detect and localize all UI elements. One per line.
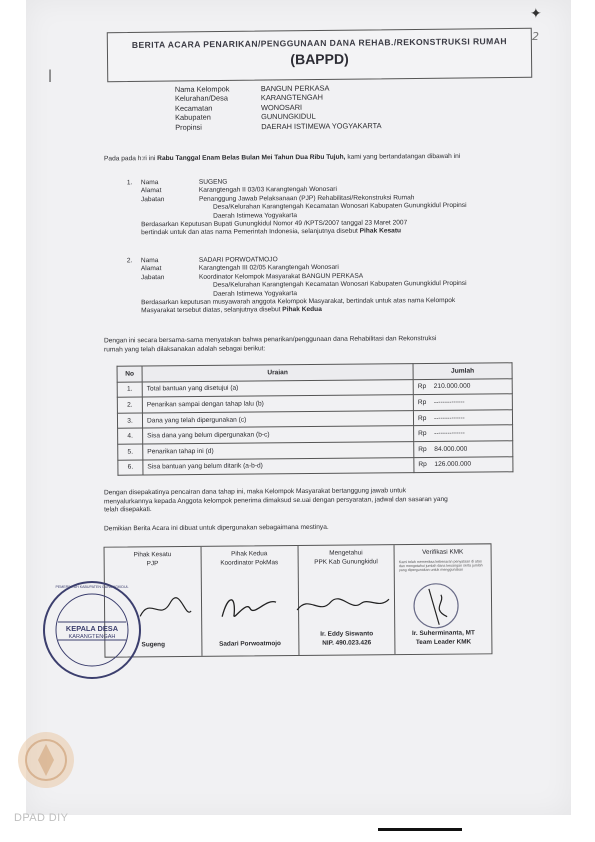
signature-scribble xyxy=(216,586,286,627)
fund-table xyxy=(117,362,514,476)
document-title-box xyxy=(107,28,533,82)
stamp-subtitle: KARANGTENGAH xyxy=(68,634,116,640)
intro-suffix: kami yang bertandatangan dibawah ini xyxy=(347,152,461,161)
signer-name: Ir. Suherminanta, MT xyxy=(411,629,475,638)
signer-name: Sadari Porwoatmojo xyxy=(219,639,281,648)
header-no: No xyxy=(117,366,142,382)
identity-row: Nama Kelompok BANGUN PERKASA xyxy=(174,83,330,94)
archive-watermark: DPAD DIY xyxy=(14,812,69,824)
signer-title: Team Leader KMK xyxy=(415,637,472,646)
table-row: 4. Sisa dana yang belum dipergunakan (b-c) Rp -------------- xyxy=(118,425,513,444)
margin-note: 2 xyxy=(532,30,539,43)
identity-block xyxy=(175,83,382,132)
signature-table xyxy=(104,543,493,657)
signer-name: Sugeng xyxy=(141,640,166,648)
header-uraian: Uraian xyxy=(142,364,413,382)
signer-name: Ir. Eddy Siswanto xyxy=(320,630,374,638)
signer-nip: NIP. 490.023.426 xyxy=(322,638,372,647)
signature-kmk: Verifikasi KMK Kami telah memeriksa kebenaran penyataan di atas dan mengetahui jumlah dana keuangan serta jumlah yang dipergunakan untuk menggunakan Ir. Suherminanta, MT Team Leader KMK xyxy=(395,544,492,654)
identity-row: Kecamatan WONOSARI xyxy=(174,102,303,113)
closing-statement: Demikian Berita Acara ini dibuat untuk dipergunakan sebagaimana mestinya. xyxy=(103,523,329,533)
verification-note: Kami telah memeriksa kebenaran penyataan di atas dan mengetahui jumlah dana keuangan serta jumlah yang dipergunakan untuk menggunakan xyxy=(398,558,483,573)
party-one-block: 1. Nama SUGENG Alamat Karangtengah II 03/03 Karangtengah Wonosari Jabatan Penanggung Jawab Pelaksanaan (PJP) Rehabilitasi/Rekonstruksi Rumah Desa/Kelurahan Karangtengah Kecamatan Wonosari Kabupaten Gunungkidul Propinsi Daerah Istimewa Yogyakarta Berdasarkan Keputusan Bupati Gunungkidul Nomor 49 /KPTS/2007 tanggal 23 Maret 2007 bertindak untuk dan atas nama Pemerintah Indonesia, selanjutnya disebut Pihak Kesatu xyxy=(127,177,503,238)
document-title: BERITA ACARA PENARIKAN/PENGGUNAAN DANA REHAB./REKONSTRUKSI RUMAH xyxy=(131,36,507,50)
document-acronym: (BAPPD) xyxy=(290,50,349,68)
signature-party-one: Pihak Kesatu PJP Sugeng xyxy=(105,547,203,657)
kmk-stamp xyxy=(411,581,461,631)
stamp-title: KEPALA DESA xyxy=(65,624,119,633)
table-row: 5. Penarikan tahap ini (d) Rp 84.000.000 xyxy=(118,441,513,460)
intro-prefix: Pada pada h:ri ini xyxy=(103,155,156,163)
signature-party-two: Pihak Kedua Koordinator PokMas Sadari Porwoatmojo xyxy=(201,546,299,656)
party-two-name: SADARI PORWOATMOJO xyxy=(198,256,278,264)
village-head-stamp xyxy=(40,578,144,682)
signature-ppk: Mengetahui PPK Kab Gunungkidul Ir. Eddy Siswanto NIP. 490.023.426 xyxy=(298,545,396,655)
party-one-role: Pihak Kesatu xyxy=(359,227,402,236)
footer-bar xyxy=(378,828,462,831)
table-row: 6. Sisa bantuan yang belum ditarik (a-b-d) Rp 126.000.000 xyxy=(118,456,513,475)
identity-row: Kelurahan/Desa KARANGTENGAH xyxy=(174,93,323,104)
party-one-name: SUGENG xyxy=(198,178,228,186)
stamp-ring-text: PEMERINTAH KABUPATEN GUNUNGKIDUL xyxy=(55,585,129,589)
party-two-role: Pihak Kedua xyxy=(282,306,322,314)
closing-paragraph: Dengan disepakatinya pencairan dana tahap ini, maka Kelompok Masyarakat bertanggung jawab untuk menyalurkannya kepada Anggota kelompok penerima dimaksud se.uai dengan persyaratan, jadwal dan sasaran yang telah disepakati. xyxy=(103,487,448,514)
table-row: 1. Total bantuan yang disetujui (a) Rp 210.000.000 xyxy=(117,378,512,397)
table-row: 2. Penarikan sampai dengan tahap lalu (b) Rp -------------- xyxy=(117,394,512,413)
header-jumlah: Jumlah xyxy=(413,363,512,379)
party-two-block: 2. Nama SADARI PORWOATMOJO Alamat Karangtengah III 02/05 Karangtengah Wonosari Jabatan Koordinator Kelompok Masyarakat BANGUN PERKASA Desa/Kelurahan Karangtengah Kecamatan Wonosari Kabupaten Gunungkidul Propinsi Daerah Istimewa Yogyakarta Berdasarkan keputusan musyawarah anggota Kelompok Masyarakat, bertindak untuk atas nama Kelompok Masyarakat tersebut diatas, selanjutnya disebut Pihak Kedua xyxy=(127,255,503,316)
identity-row: Propinsi DAERAH ISTIMEWA YOGYAKARTA xyxy=(175,120,382,132)
table-row: 3. Dana yang telah dipergunakan (c) Rp -------------- xyxy=(117,410,512,429)
archive-logo-icon xyxy=(14,728,78,792)
top-corner-mark: ✦ xyxy=(530,6,542,22)
signature-scribble xyxy=(294,585,390,620)
left-margin-tick: | xyxy=(48,68,53,82)
agreement-paragraph: Dengan ini secara bersama-sama menyatakan bahwa penarikan/penggunaan dana Rehabilitasi dan Rekonstruksi rumah yang telah dilaksanakan adalah sebagai berikut: xyxy=(103,335,437,354)
identity-row: Kabupaten GUNUNGKIDUL xyxy=(175,111,316,123)
intro-date: Rabu Tanggal Enam Belas Bulan Mei Tahun Dua Ribu Tujuh, xyxy=(157,153,346,163)
